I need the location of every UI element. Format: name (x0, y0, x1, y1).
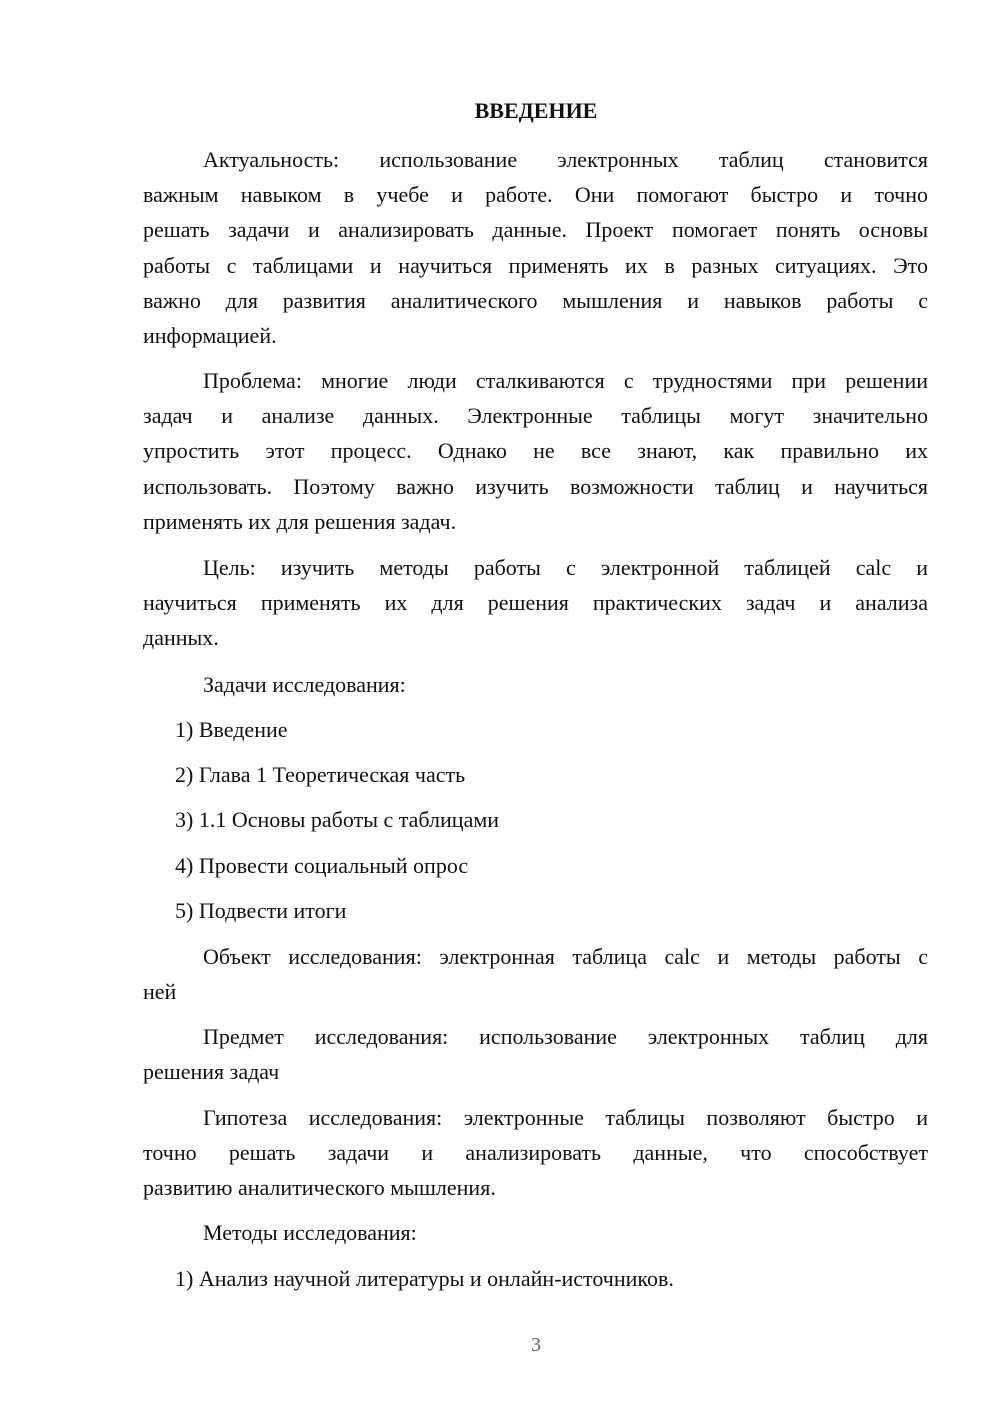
task-item: 2) Глава 1 Теоретическая часть (175, 762, 466, 787)
paragraph-subject (143, 1019, 928, 1089)
tasks-heading (143, 667, 928, 702)
text-line: Задачи исследования: (203, 672, 406, 697)
page-number: 3 (531, 1334, 541, 1356)
text-line: применять их для решения задач. (143, 508, 457, 534)
text-line: Цель: изучить методы работы с электронной таблицей calc и (203, 555, 928, 580)
text-line: Предмет исследования: использование электронных таблиц для (203, 1024, 928, 1049)
task-item: 3) 1.1 Основы работы с таблицами (175, 807, 500, 832)
text-line: важно для развития аналитического мышления и навыков работы с (143, 287, 928, 313)
text-line: Методы исследования: (203, 1220, 417, 1245)
method-item: 1) Анализ научной литературы и онлайн-источников. (175, 1266, 674, 1291)
text-line: работы с таблицами и научиться применять их в разных ситуациях. Это (143, 252, 928, 278)
text-line: научиться применять их для решения практических задач и анализа (143, 590, 928, 616)
text-line: Актуальность: использование электронных таблиц становится (203, 147, 928, 172)
section-title: ВВЕДЕНИЕ (474, 98, 598, 123)
text-line: информацией. (143, 323, 277, 349)
task-item: 1) Введение (175, 717, 288, 742)
methods-heading (143, 1215, 928, 1250)
paragraph-object (143, 939, 928, 1009)
task-item: 5) Подвести итоги (175, 898, 347, 923)
text-line: развитию аналитического мышления. (143, 1175, 496, 1201)
text-line: точно решать задачи и анализировать данные, что способствует (143, 1140, 928, 1166)
text-line: данных. (143, 625, 219, 651)
paragraph-problem (143, 363, 928, 539)
paragraph-relevance (143, 142, 928, 353)
text-line: решения задач (143, 1059, 280, 1085)
paragraph-goal (143, 550, 928, 656)
paragraph-hypothesis (143, 1100, 928, 1206)
text-line: решать задачи и анализировать данные. Проект помогает понять основы (143, 217, 928, 243)
text-line: использовать. Поэтому важно изучить возможности таблиц и научиться (143, 473, 928, 499)
text-line: важным навыком в учебе и работе. Они помогают быстро и точно (143, 182, 928, 208)
text-line: Объект исследования: электронная таблица calc и методы работы с (203, 944, 928, 969)
text-line: задач и анализе данных. Электронные таблицы могут значительно (143, 403, 928, 429)
text-line: Проблема: многие люди сталкиваются с трудностями при решении (203, 368, 928, 393)
text-line: упростить этот процесс. Однако не все знают, как правильно их (143, 438, 928, 464)
text-line: ней (143, 979, 177, 1005)
text-line: Гипотеза исследования: электронные таблицы позволяют быстро и (203, 1105, 928, 1130)
task-item: 4) Провести социальный опрос (175, 853, 469, 878)
